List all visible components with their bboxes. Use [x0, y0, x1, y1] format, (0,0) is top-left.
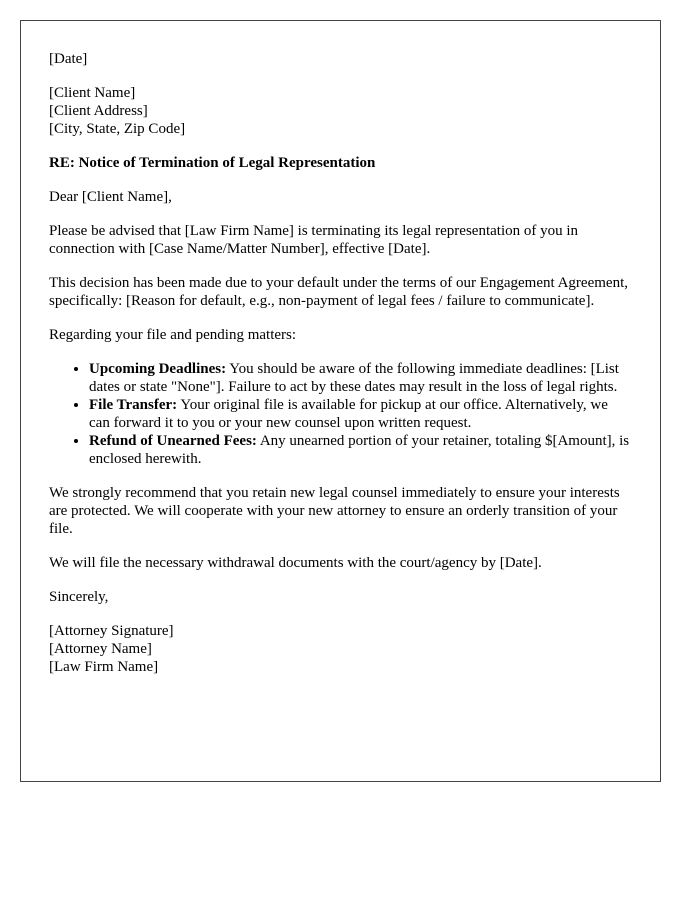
law-firm-name: [Law Firm Name] — [49, 659, 159, 675]
item-text: You should be aware of the following immediate deadlines: [List dates or state "None"]. Failure to act by these dates may result in the loss of legal rights. — [89, 361, 619, 395]
recipient-address: [Client Address] — [49, 103, 148, 119]
paragraph-termination: Please be advised that [Law Firm Name] is terminating its legal representation of you in connection with [Case Name/Matter Number], effective [Date]. — [49, 223, 579, 257]
paragraph-file-intro: Regarding your file and pending matters: — [49, 327, 297, 343]
signature-block — [49, 622, 632, 676]
subject-text: RE: Notice of Termination of Legal Representation — [49, 155, 376, 171]
closing: Sincerely, — [49, 589, 109, 605]
item-text: Any unearned portion of your retainer, totaling $[Amount], is enclosed herewith. — [89, 433, 630, 467]
attorney-signature: [Attorney Signature] — [49, 623, 174, 639]
item-label: Refund of Unearned Fees: — [89, 433, 257, 449]
paragraph-recommendation: We strongly recommend that you retain new legal counsel immediately to ensure your interests are protected. We will cooperate with your new attorney to ensure an orderly transition of your file. — [49, 485, 620, 537]
list-item — [89, 432, 632, 468]
list-item — [89, 396, 632, 432]
item-text: Your original file is available for pickup at our office. Alternatively, we can forward it to you or your new counsel upon written request. — [89, 397, 608, 431]
salutation: Dear [Client Name], — [49, 189, 172, 205]
recipient-name: [Client Name] — [49, 85, 136, 101]
letter-date: [Date] — [49, 51, 88, 67]
list-item — [89, 360, 632, 396]
letter-page — [20, 20, 661, 782]
subject-line — [49, 154, 632, 172]
recipient-block — [49, 84, 632, 138]
paragraph-withdrawal: We will file the necessary withdrawal documents with the court/agency by [Date]. — [49, 555, 542, 571]
item-label: Upcoming Deadlines: — [89, 361, 227, 377]
item-label: File Transfer: — [89, 397, 178, 413]
attorney-name: [Attorney Name] — [49, 641, 152, 657]
pending-matters-list — [49, 360, 632, 468]
recipient-city: [City, State, Zip Code] — [49, 121, 186, 137]
paragraph-reason: This decision has been made due to your default under the terms of our Engagement Agreement, specifically: [Reason for default, e.g., non-payment of legal fees / failure to communicate]. — [49, 275, 628, 309]
